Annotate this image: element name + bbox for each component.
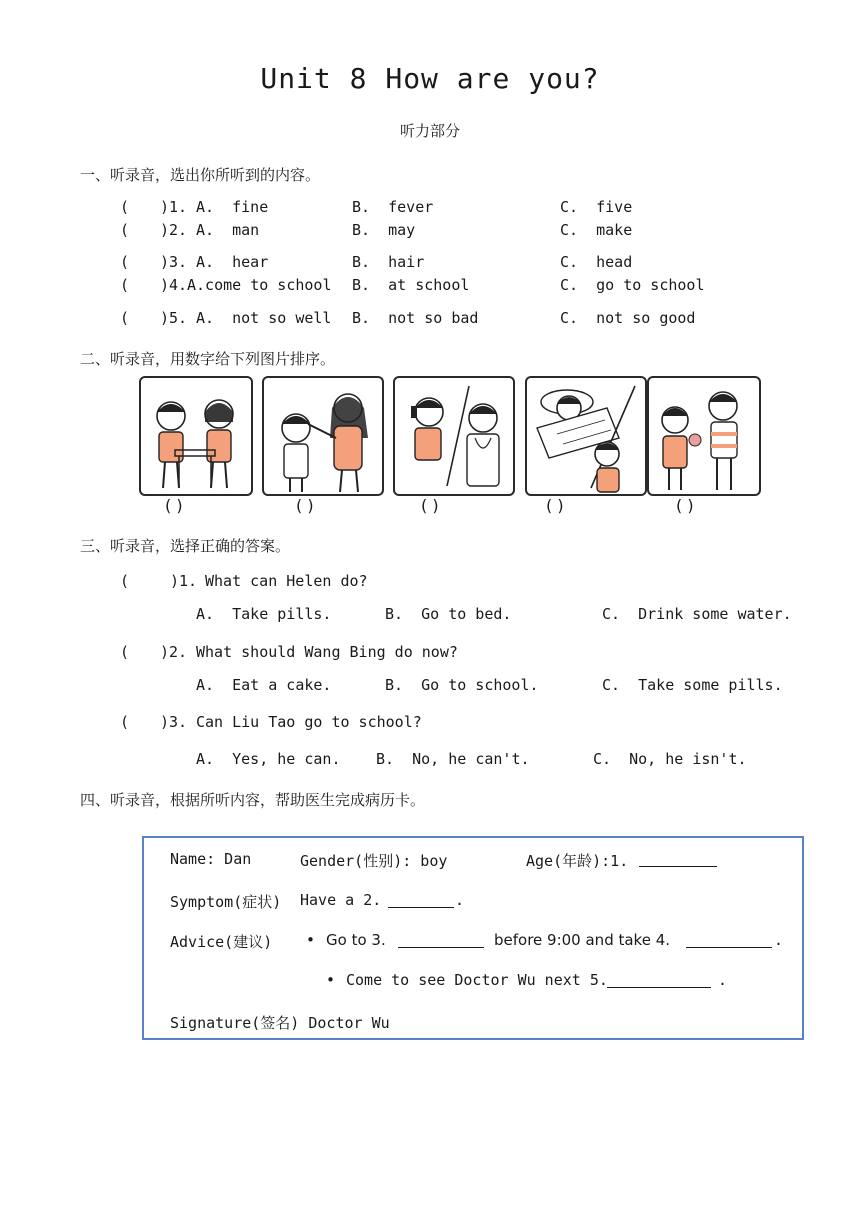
option-b: B. Go to school. [385,676,539,694]
page-title: Unit 8 How are you? [260,62,600,95]
option-a: A. Eat a cake. [196,676,332,694]
picture-1-boys-chair [139,376,253,496]
symptom-blank-2[interactable] [388,893,454,908]
option-a: A. man [196,221,260,239]
item-number: )1. [160,198,188,216]
option-b: B. not so bad [352,309,479,327]
advice-blank-3[interactable] [398,933,484,948]
patient-name: Name: Dan [170,850,252,868]
answer-paren[interactable]: ( [120,309,130,327]
bullet-icon: • [306,931,316,949]
section2-heading: 二、听录音，用数字给下列图片排序。 [80,350,336,368]
question-text: What can Helen do? [205,572,368,590]
advice-blank-4[interactable] [686,933,772,948]
patient-gender: Gender(性别): boy [300,852,448,870]
picture-5-answer-paren[interactable]: ( ) [676,496,694,515]
option-c: C. make [560,221,633,239]
option-b: B. No, he can't. [376,750,530,768]
answer-paren[interactable]: ( [120,713,130,731]
answer-paren[interactable]: ( [120,643,130,661]
picture-1-answer-paren[interactable]: ( ) [165,496,183,515]
symptom-label: Symptom(症状) [170,893,282,911]
option-a: A. hear [196,253,269,271]
option-b: B. hair [352,253,425,271]
picture-3-answer-paren[interactable]: ( ) [421,496,439,515]
answer-paren[interactable]: ( [120,276,130,294]
signature: Signature(签名) Doctor Wu [170,1014,390,1032]
option-c: C. Drink some water. [602,605,792,623]
section4-heading: 四、听录音，根据所听内容，帮助医生完成病历卡。 [80,791,426,809]
answer-paren[interactable]: ( [120,572,130,590]
question-text: What should Wang Bing do now? [196,643,458,661]
option-c: C. five [560,198,633,216]
answer-paren[interactable]: ( [120,221,130,239]
symptom-text: Have a 2. [300,891,382,909]
option-b: B. fever [352,198,434,216]
picture-5-visiting-friend [647,376,761,496]
advice-2-text: Come to see Doctor Wu next 5. [346,971,608,989]
advice-1-period: . [774,931,784,949]
advice-blank-5[interactable] [607,973,711,988]
option-b: B. Go to bed. [385,605,512,623]
option-b: B. may [352,221,416,239]
section1-heading: 一、听录音，选出你所听到的内容。 [80,166,321,184]
bullet-icon: • [326,971,336,989]
question-number: )1. [170,572,198,590]
question-number: )3. [160,713,188,731]
answer-paren[interactable]: ( [120,198,130,216]
medical-record-card [142,836,804,1040]
option-b: B. at school [352,276,470,294]
option-c: C. No, he isn't. [593,750,747,768]
picture-4-sick-in-bed [525,376,647,496]
item-number: )4. [160,276,188,294]
option-a: A. not so well [196,309,332,327]
advice-1-start: Go to 3. [326,931,386,949]
option-c: C. head [560,253,633,271]
answer-paren[interactable]: ( [120,253,130,271]
page-subtitle: 听力部分 [399,122,460,140]
advice-label: Advice(建议) [170,933,273,951]
option-c: C. not so good [560,309,696,327]
section3-heading: 三、听录音，选择正确的答案。 [80,537,291,555]
item-number: )2. [160,221,188,239]
advice-2-period: . [718,971,728,989]
option-a: A. fine [196,198,269,216]
item-number: )5. [160,309,188,327]
question-number: )2. [160,643,188,661]
option-c: C. go to school [560,276,705,294]
picture-2-answer-paren[interactable]: ( ) [296,496,314,515]
picture-3-phone-doctor [393,376,515,496]
picture-2-mother-boy [262,376,384,496]
picture-4-answer-paren[interactable]: ( ) [546,496,564,515]
question-text: Can Liu Tao go to school? [196,713,422,731]
age-blank-1[interactable] [639,852,717,867]
option-a: A. Take pills. [196,605,332,623]
option-a: A.come to school [187,276,332,294]
option-c: C. Take some pills. [602,676,783,694]
option-a: A. Yes, he can. [196,750,341,768]
advice-1-end: before 9:00 and take 4. [494,931,671,949]
item-number: )3. [160,253,188,271]
patient-age-label: Age(年龄):1. [526,852,629,870]
symptom-period: . [455,891,465,909]
